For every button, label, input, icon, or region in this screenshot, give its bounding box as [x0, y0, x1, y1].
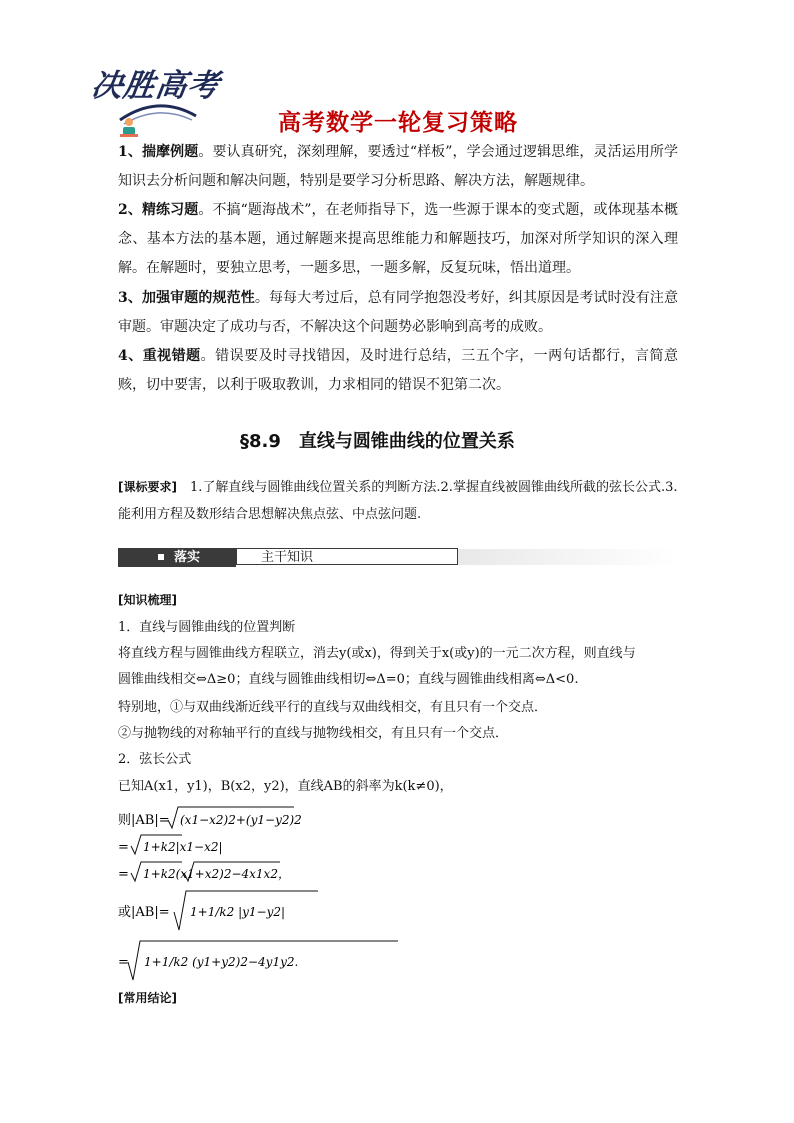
requirements	[118, 474, 678, 528]
strategy-3	[118, 284, 678, 342]
conclusion-tag: [常用结论]	[118, 991, 177, 1005]
formula-1-body: (x1−x2)2+(y1−y2)2	[180, 813, 302, 827]
formula-4-svg	[118, 888, 418, 934]
requirements-tag: [课标要求]	[118, 480, 177, 494]
strategy-2	[118, 196, 678, 283]
knowledge-heading-1: 1．直线与圆锥曲线的位置判断	[118, 620, 296, 635]
formula-5	[118, 938, 438, 988]
formula-5-body: 1+1/k2 (y1+y2)2−4y1y2.	[144, 955, 299, 969]
student-figure-icon	[118, 116, 140, 138]
banner-right-label: 主干知识	[236, 548, 458, 565]
formula-1-prefix: 则|AB|=	[118, 813, 170, 828]
banner-left-label: 落实	[174, 550, 201, 565]
knowledge-heading-2: 2．弦长公式	[118, 752, 192, 767]
formula-2-prefix: =	[118, 840, 129, 855]
requirements-text: 1.了解直线与圆锥曲线位置关系的判断方法.2.掌握直线被圆锥曲线所截的弦长公式.3.能利用方程及数形结合思想解决焦点弦、中点弦问题.	[118, 480, 678, 522]
formula-3-svg	[118, 858, 418, 886]
strategy-1	[118, 138, 678, 196]
section-banner	[118, 546, 676, 570]
knowledge-line-1: 将直线方程与圆锥曲线方程联立，消去y(或x)，得到关于x(或y)的一元二次方程，则直线与	[118, 646, 636, 661]
logo	[88, 58, 223, 136]
square-bullet-icon	[158, 554, 164, 560]
formula-4-body: 1+1/k2 |y1−y2|	[190, 905, 286, 919]
knowledge-line-2: 圆锥曲线相交⇔Δ≥0；直线与圆锥曲线相切⇔Δ=0；直线与圆锥曲线相离⇔Δ<0.	[118, 672, 579, 687]
banner-left-block	[118, 548, 236, 567]
formula-1-svg	[118, 803, 418, 833]
conclusion-tag-line	[118, 984, 688, 1013]
formula-2-body: 1+k2|x1−x2|	[143, 840, 223, 854]
strategy-3-text: 。每每大考过后，总有同学抱怨没考好，纠其原因是考试时没有注意审题。审题决定了成功与否，不解决这个问题势必影响到高考的成败。	[118, 290, 679, 335]
formula-3-body: 1+k2(x1+x2)2−4x1x2，	[143, 867, 290, 881]
knowledge-tag: [知识梳理]	[118, 593, 177, 607]
strategy-1-text: 。要认真研究，深刻理解，要透过“样板”，学会通过逻辑思维，灵活运用所学知识去分析问题和解决问题，特别是要学习分析思路、解决方法，解题规律。	[118, 144, 679, 189]
knowledge-line-5: 已知A(x1，y1)，B(x2，y2)，直线AB的斜率为k(k≠0)，	[118, 779, 453, 794]
knowledge-line-4: ②与抛物线的对称轴平行的直线与抛物线相交，有且只有一个交点．	[118, 726, 509, 741]
formula-5-prefix: =	[118, 955, 129, 970]
formula-5-svg	[118, 938, 438, 984]
knowledge-tag-line	[118, 586, 688, 615]
strategy-4	[118, 342, 678, 400]
formula-2-svg	[118, 831, 418, 859]
strategy-4-label: 4、重视错题	[118, 348, 201, 364]
page-title: 高考数学一轮复习策略	[278, 110, 518, 136]
strategy-1-label: 1、揣摩例题	[118, 144, 199, 160]
formula-4	[118, 888, 418, 938]
formula-4-prefix: 或|AB|=	[118, 905, 170, 920]
strategy-4-text: 。错误要及时寻找错因，及时进行总结，三五个字，一两句话都行，言简意赅，切中要害，以利于吸取教训，力求相同的错误不犯第二次。	[118, 348, 678, 393]
strategy-2-text: 。不搞“题海战术”，在老师指导下，选一些源于课本的变式题，或体现基本概念、基本方法的基本题，通过解题来提高思维能力和解题技巧，加深对所学知识的深入理解。在解题时，要独立思考，一题多思，一题多解，反复玩味，悟出道理。	[118, 202, 679, 276]
formula-3	[118, 858, 418, 890]
strategy-2-label: 2、精练习题	[118, 202, 199, 218]
knowledge-line-3: 特别地，①与双曲线渐近线平行的直线与双曲线相交，有且只有一个交点．	[118, 700, 548, 715]
logo-text: 决胜高考	[88, 68, 223, 104]
strategy-3-label: 3、加强审题的规范性	[118, 290, 255, 306]
formula-3-prefix: =	[118, 867, 129, 882]
section-title: §8.9 直线与圆锥曲线的位置关系	[240, 431, 515, 452]
